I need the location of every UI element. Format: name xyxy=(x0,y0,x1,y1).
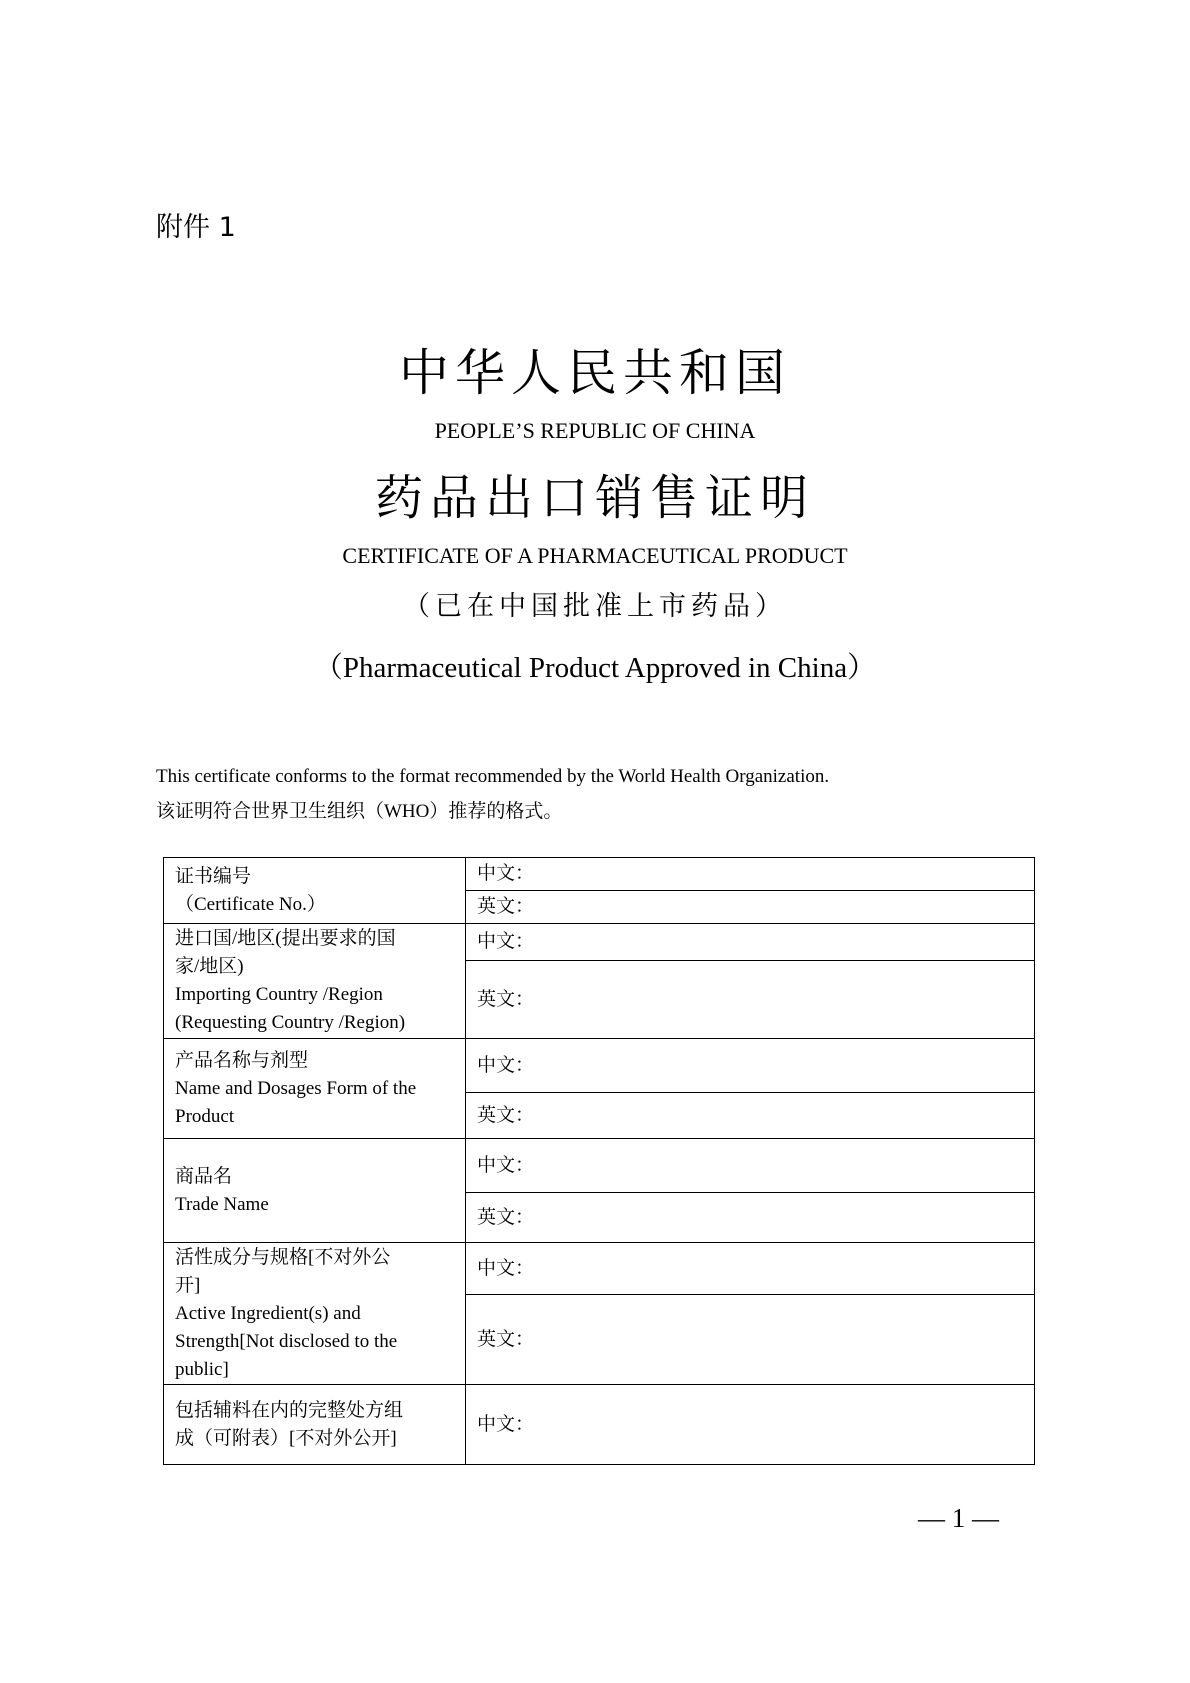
field-active-ingredients-cn[interactable]: 中文： xyxy=(466,1243,1035,1295)
label-line: public] xyxy=(175,1358,229,1380)
label-line: Product xyxy=(175,1105,235,1127)
field-certificate-no-cn[interactable]: 中文： xyxy=(466,858,1035,891)
field-importing-country-cn[interactable]: 中文： xyxy=(466,924,1035,961)
field-product-name-en[interactable]: 英文： xyxy=(466,1093,1035,1139)
label-line: (Requesting Country /Region) xyxy=(175,1012,406,1033)
who-note-chinese: 该证明符合世界卫生组织（WHO）推荐的格式。 xyxy=(156,801,563,822)
label-line: Name and Dosages Form of the xyxy=(175,1077,417,1099)
field-importing-country-en[interactable]: 英文： xyxy=(466,961,1035,1039)
label-line: 产品名称与剂型 xyxy=(175,1049,309,1071)
field-certificate-no-en[interactable]: 英文： xyxy=(466,891,1035,924)
form-row-active-ingredients xyxy=(164,1243,1035,1295)
label-complete-formula xyxy=(164,1385,466,1465)
certificate-form-table xyxy=(163,857,1035,1465)
who-note-english: This certificate conforms to the format recommended by the World Health Organization. xyxy=(156,766,830,787)
label-product-name xyxy=(164,1039,466,1139)
field-product-name-cn[interactable]: 中文： xyxy=(466,1039,1035,1093)
label-line: 商品名 xyxy=(175,1165,233,1187)
label-line: 开] xyxy=(175,1274,201,1296)
label-line: 家/地区) xyxy=(175,956,244,977)
label-line: 证书编号 xyxy=(175,865,252,887)
form-row-trade-name xyxy=(164,1139,1035,1193)
attachment-label: 附件 1 xyxy=(156,212,236,243)
form-row-certificate-no xyxy=(164,858,1035,891)
title-english: PEOPLE’S REPUBLIC OF CHINA xyxy=(434,418,756,443)
page-number: — 1 — xyxy=(918,1503,999,1533)
form-row-product-name xyxy=(164,1039,1035,1093)
label-active-ingredients xyxy=(164,1243,466,1385)
label-line: （Certificate No.） xyxy=(175,893,326,915)
title-chinese: 中华人民共和国 xyxy=(399,345,791,401)
label-trade-name xyxy=(164,1139,466,1243)
label-certificate-no xyxy=(164,858,466,924)
field-complete-formula-cn[interactable]: 中文： xyxy=(466,1385,1035,1465)
label-importing-country xyxy=(164,924,466,1039)
label-line: 成（可附表）[不对外公开] xyxy=(175,1427,397,1449)
field-trade-name-en[interactable]: 英文： xyxy=(466,1193,1035,1243)
label-line: Active Ingredient(s) and xyxy=(175,1302,361,1324)
label-line: Trade Name xyxy=(175,1193,269,1215)
field-active-ingredients-en[interactable]: 英文： xyxy=(466,1295,1035,1385)
certificate-title-chinese: 药品出口销售证明 xyxy=(374,472,815,525)
field-trade-name-cn[interactable]: 中文： xyxy=(466,1139,1035,1193)
subtitle-english: （Pharmaceutical Product Approved in China） xyxy=(313,652,877,684)
certificate-title-english: CERTIFICATE OF A PHARMACEUTICAL PRODUCT xyxy=(342,543,848,568)
label-line: 包括辅料在内的完整处方组 xyxy=(175,1399,404,1421)
label-line: 进口国/地区(提出要求的国 xyxy=(175,928,396,949)
form-row-complete-formula xyxy=(164,1385,1035,1465)
label-line: Strength[Not disclosed to the xyxy=(175,1330,398,1352)
label-line: 活性成分与规格[不对外公 xyxy=(175,1246,391,1268)
subtitle-chinese: （已在中国批准上市药品） xyxy=(403,591,787,621)
form-row-importing-country xyxy=(164,924,1035,961)
label-line: Importing Country /Region xyxy=(175,984,383,1005)
